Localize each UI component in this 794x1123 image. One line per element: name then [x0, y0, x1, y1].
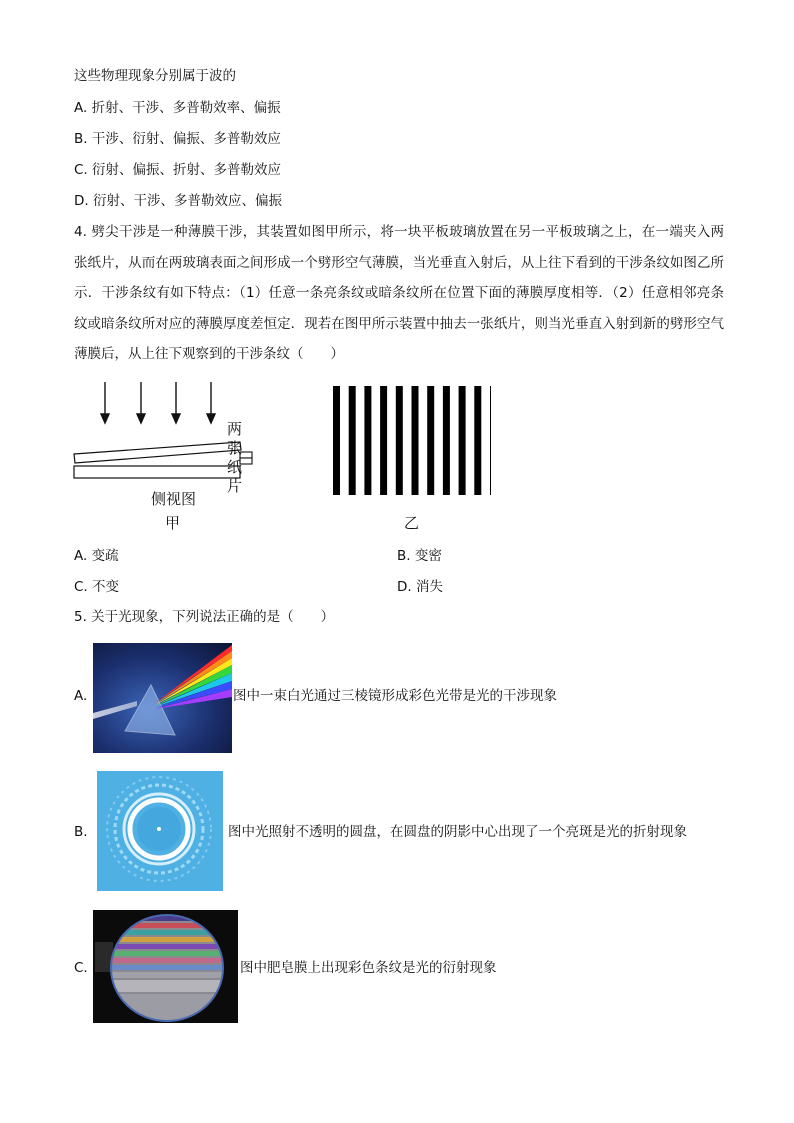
q3-option-d: D. 衍射、干涉、多普勒效应、偏振	[74, 193, 282, 209]
poisson-spot-image	[97, 771, 223, 891]
dark-fringe	[443, 386, 450, 495]
q5-option-a-letter: A.	[74, 688, 88, 704]
dark-fringe	[364, 386, 371, 495]
q4-option-c: C. 不变	[74, 579, 120, 595]
q4-option-a: A. 变疏	[74, 548, 119, 564]
dark-fringe	[380, 386, 387, 495]
incident-light-arrows	[101, 382, 215, 423]
figure-caption-yi: 乙	[404, 514, 420, 532]
q4-stem: 4. 劈尖干涉是一种薄膜干涉，其装置如图甲所示，将一块平板玻璃放置在另一平板玻璃之上，在一端夹入两张纸片，从而在两玻璃表面之间形成一个劈形空气薄膜，当光垂直入射后，从上往下看到的干涉条纹如图乙所示．干涉条纹有如下特点：（1）任意一条亮条纹或暗条纹所在位置下面的薄膜厚度相等．（2）任意相邻亮条纹或暗条纹所对应的薄膜厚度差恒定．现若在图甲所示装置中抽去一张纸片，则当光垂直入射到新的劈形空气薄膜后，从上往下观察到的干涉条纹（ ）	[74, 224, 724, 362]
q5-option-b-letter: B.	[74, 824, 88, 840]
dark-fringe	[459, 386, 466, 495]
q5-option-a-text: 图中一束白光通过三棱镜形成彩色光带是光的干涉现象	[233, 688, 557, 704]
dark-fringe	[474, 386, 481, 495]
paper-label: 两张纸片	[227, 420, 243, 495]
dark-fringe	[333, 386, 340, 495]
q4-option-d: D. 消失	[397, 579, 443, 595]
intro-line: 这些物理现象分别属于波的	[74, 68, 236, 84]
dark-fringe	[396, 386, 403, 495]
glass-plates	[74, 442, 241, 478]
q5-option-c-letter: C.	[74, 960, 88, 976]
figure-caption-jia: 甲	[165, 514, 181, 532]
interference-fringes	[331, 386, 491, 496]
dark-fringe	[490, 386, 491, 495]
soap-film-image	[93, 910, 238, 1023]
prism-dispersion-image	[93, 643, 232, 753]
side-view-label: 侧视图	[151, 490, 197, 508]
q5-option-b-text: 图中光照射不透明的圆盘，在圆盘的阴影中心出现了一个亮斑是光的折射现象	[228, 824, 687, 840]
dark-fringe	[349, 386, 356, 495]
q5-option-c-text: 图中肥皂膜上出现彩色条纹是光的衍射现象	[240, 960, 497, 976]
dark-fringe	[427, 386, 434, 495]
q3-option-a: A. 折射、干涉、多普勒效率、偏振	[74, 100, 281, 116]
q4-option-b: B. 变密	[397, 548, 442, 564]
q3-option-b: B. 干涉、衍射、偏振、多普勒效应	[74, 131, 281, 147]
q3-option-c: C. 衍射、偏振、折射、多普勒效应	[74, 162, 282, 178]
dark-fringe	[412, 386, 419, 495]
q5-stem: 5. 关于光现象，下列说法正确的是（ ）	[74, 609, 335, 625]
